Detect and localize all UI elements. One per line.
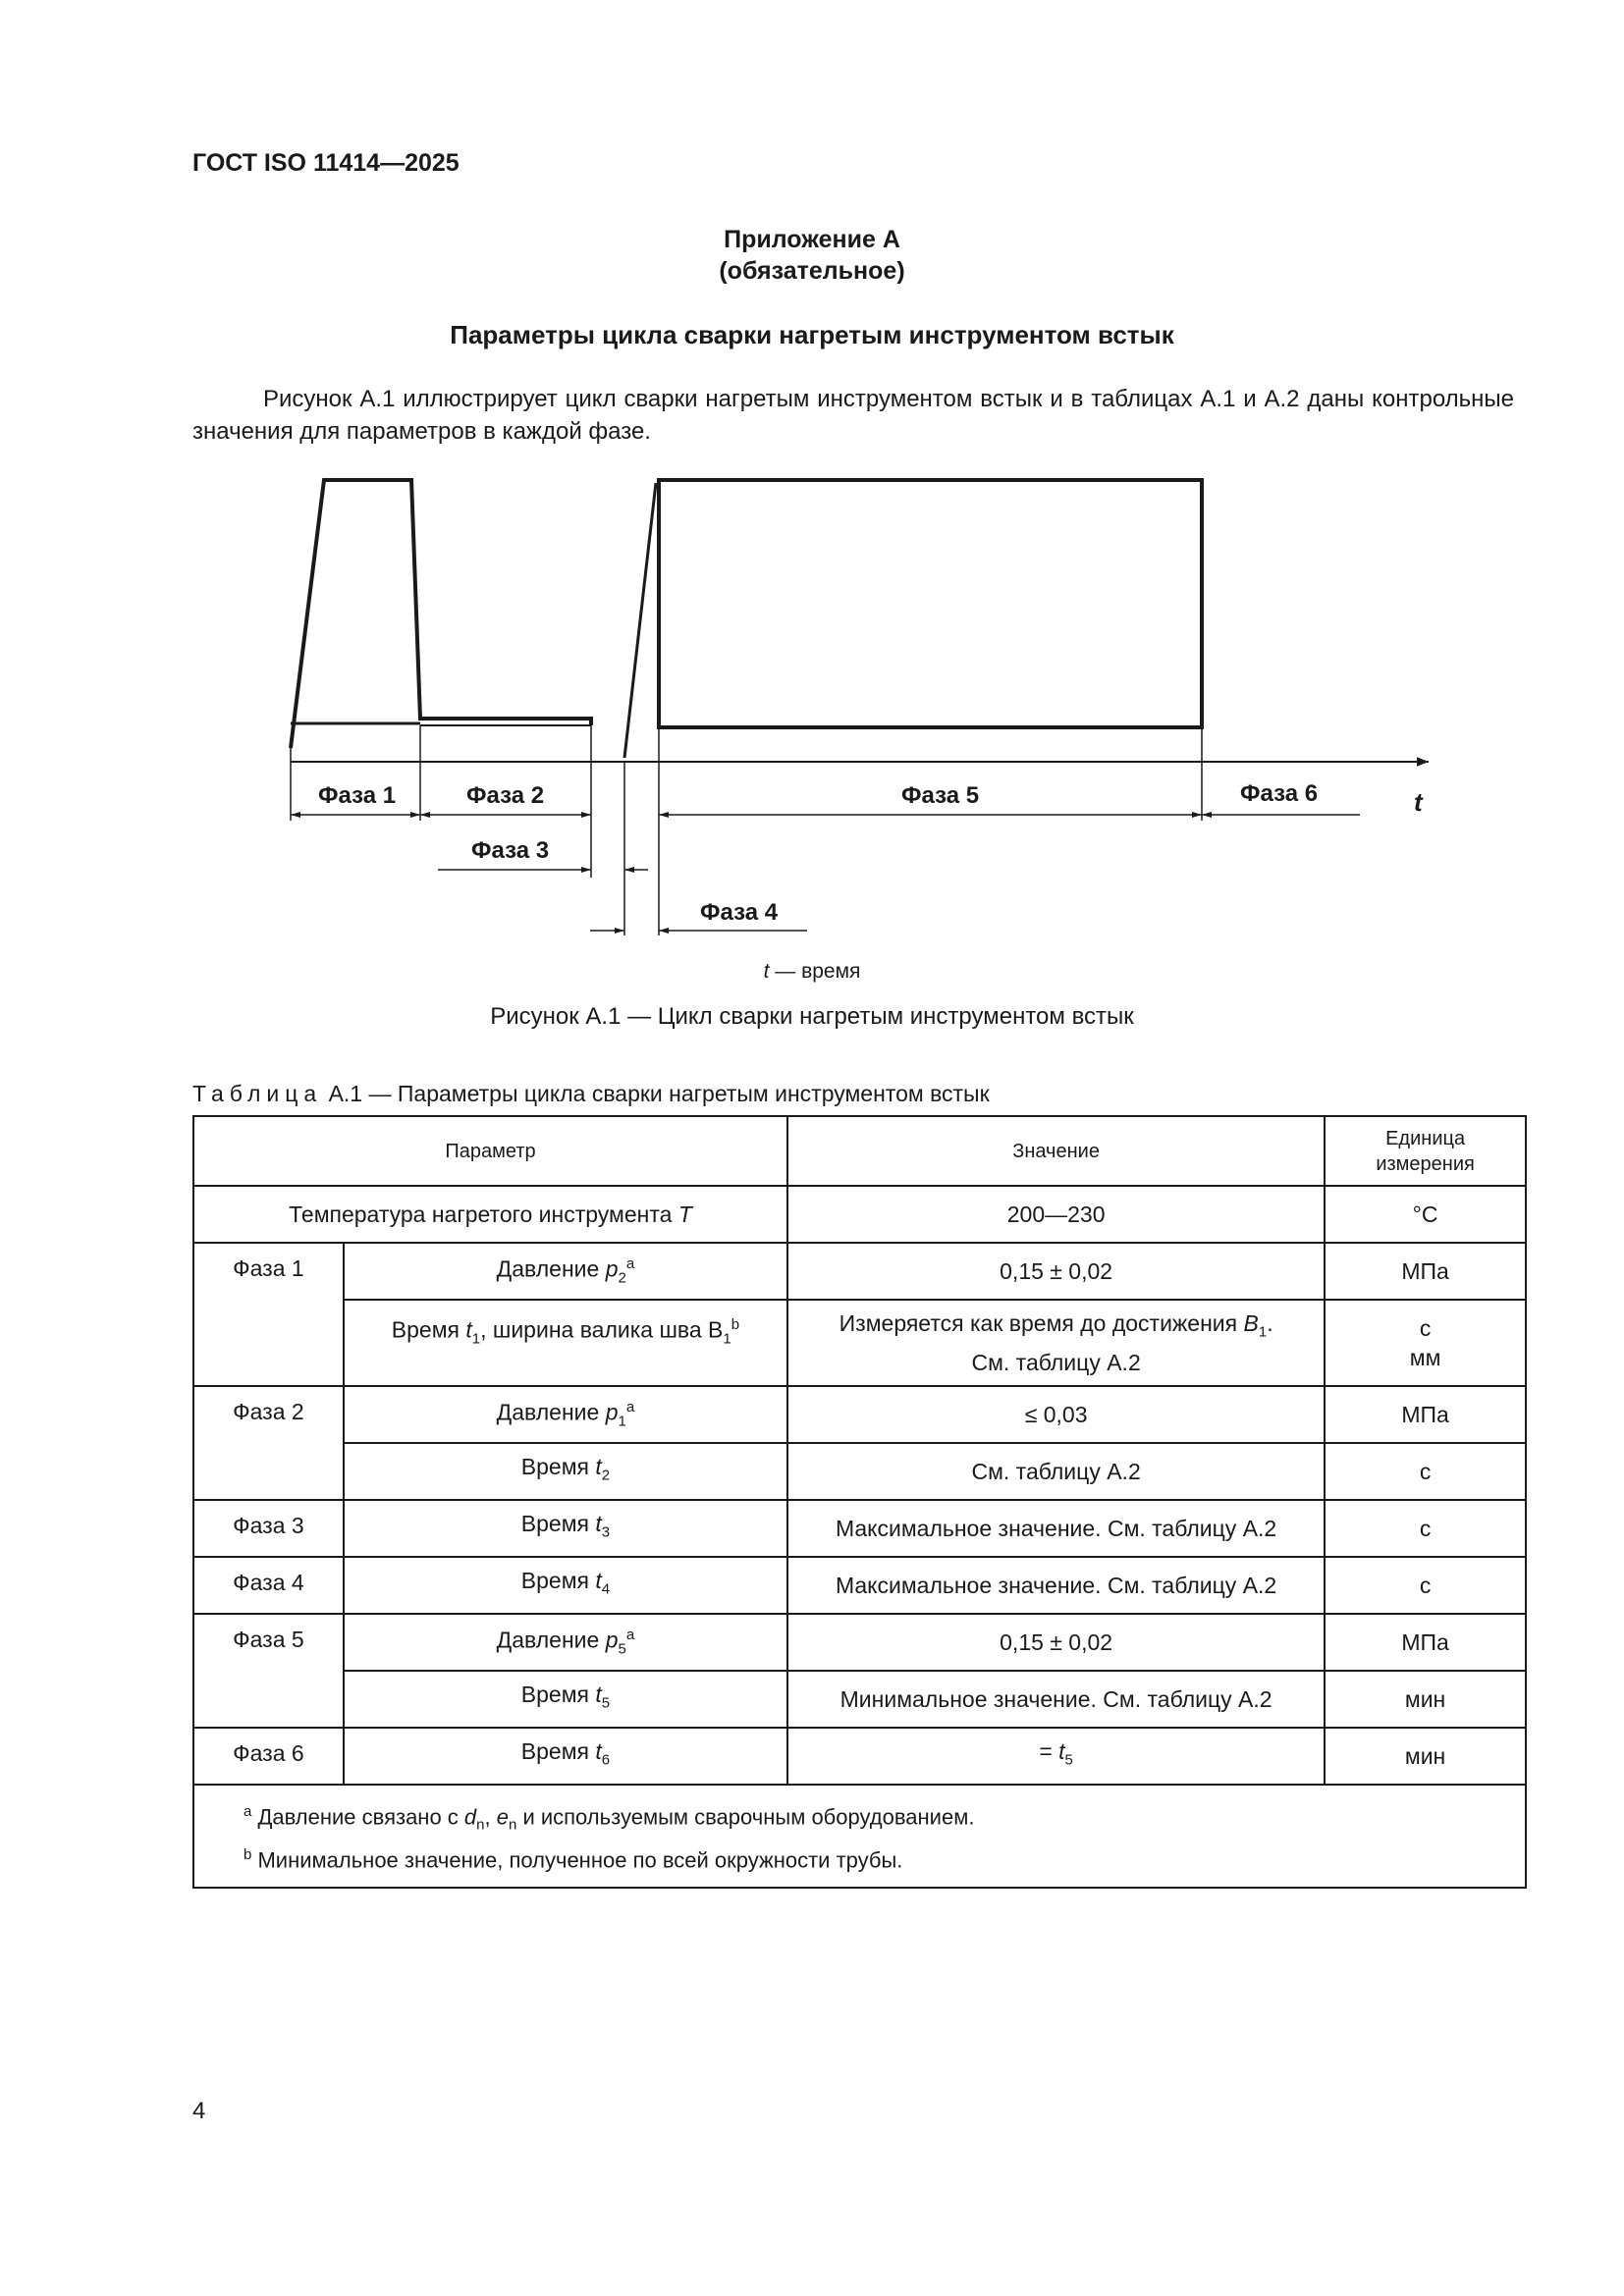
table-row	[193, 1386, 1526, 1443]
phase1-label-cell: Фаза 1	[193, 1243, 344, 1386]
document-code: ГОСТ ISO 11414—2025	[192, 149, 460, 177]
annex-kind: (обязательное)	[719, 257, 905, 285]
phase3-label-cell: Фаза 3	[193, 1500, 344, 1557]
temp-param-cell	[193, 1186, 787, 1243]
intro-paragraph: Рисунок А.1 иллюстрирует цикл сварки нагретым инструментом встык и в таблицах А.1 и А.2 даны контрольные значения для параметров в каждой фазе.	[192, 386, 1514, 445]
phase5-pressure-param: Давление $p_5^a$	[344, 1614, 787, 1671]
temp-symbol: T	[677, 1201, 692, 1227]
table-title-text: А.1 — Параметры цикла сварки нагретым инструментом встык	[322, 1081, 990, 1106]
phase6-value: = $t_5$	[787, 1728, 1325, 1785]
note-b: $^b$ Минимальное значение, полученное по всей окружности трубы.	[244, 1845, 903, 1873]
phase5-label-cell: Фаза 5	[193, 1614, 344, 1728]
pressure-curve	[291, 480, 591, 748]
table-notes-row	[193, 1785, 1526, 1888]
note-a: $^a$ Давление связано с $d_n$, $e_n$ и используемым сварочным оборудованием.	[244, 1803, 975, 1834]
table-row	[193, 1614, 1526, 1671]
phase5-pressure-value: 0,15 ± 0,02	[787, 1614, 1325, 1671]
table-row	[193, 1671, 1526, 1728]
table-notes	[193, 1785, 1526, 1888]
phase1-pressure-param: Давление $p_2^a$	[344, 1243, 787, 1300]
phase1-time-unit: с мм	[1325, 1300, 1526, 1386]
table-title-word: Таблица	[192, 1081, 323, 1106]
phase4-label: Фаза 4	[700, 899, 779, 926]
time-axis-label: t	[1414, 787, 1423, 817]
phase2-time-unit: с	[1325, 1443, 1526, 1500]
phase3-label: Фаза 3	[471, 837, 550, 864]
phase6-unit: мин	[1325, 1728, 1526, 1785]
temp-value: 200—230	[787, 1186, 1325, 1243]
phase1-pressure-value: 0,15 ± 0,02	[787, 1243, 1325, 1300]
phase4-label-cell: Фаза 4	[193, 1557, 344, 1614]
phase1-label: Фаза 1	[318, 782, 397, 809]
parameters-table	[192, 1115, 1527, 1889]
phase1-pressure-unit: МПа	[1325, 1243, 1526, 1300]
phase2-label-cell: Фаза 2	[193, 1386, 344, 1500]
temp-param: Температура нагретого инструмента	[289, 1201, 673, 1227]
header-parameter: Параметр	[193, 1116, 787, 1186]
phase5-time-unit: мин	[1325, 1671, 1526, 1728]
phase4-value: Максимальное значение. См. таблицу А.2	[787, 1557, 1325, 1614]
phase4-unit: с	[1325, 1557, 1526, 1614]
phase2-pressure-value: ≤ 0,03	[787, 1386, 1325, 1443]
table-row	[193, 1300, 1526, 1386]
phase6-label-cell: Фаза 6	[193, 1728, 344, 1785]
phase3-unit: с	[1325, 1500, 1526, 1557]
table-row	[193, 1243, 1526, 1300]
phase2-pressure-unit: МПа	[1325, 1386, 1526, 1443]
phase2-time-param: Время $t_2$	[344, 1443, 787, 1500]
welding-cycle-diagram	[0, 0, 1624, 982]
header-unit: Единица измерения	[1325, 1116, 1526, 1186]
legend-symbol: t	[763, 960, 770, 983]
phase4-param: Время $t_4$	[344, 1557, 787, 1614]
legend-text: — время	[769, 960, 861, 983]
phase6-param: Время $t_6$	[344, 1728, 787, 1785]
section-title: Параметры цикла сварки нагретым инструментом встык	[450, 320, 1174, 349]
table-row	[193, 1500, 1526, 1557]
phase2-time-value: См. таблицу А.2	[787, 1443, 1325, 1500]
phase5-time-value: Минимальное значение. См. таблицу А.2	[787, 1671, 1325, 1728]
annex-title: Приложение А	[724, 226, 900, 253]
table-row	[193, 1728, 1526, 1785]
phase1-time-value: Измеряется как время до достижения $B_1$. См. таблицу А.2	[787, 1300, 1325, 1386]
figure-caption: Рисунок А.1 — Цикл сварки нагретым инструментом встык	[490, 1003, 1134, 1030]
phase5-time-param: Время $t_5$	[344, 1671, 787, 1728]
phase1-time-param: Время $t_1$, ширина валика шва $B_1^b$	[344, 1300, 787, 1386]
header-value: Значение	[787, 1116, 1325, 1186]
table-row	[193, 1186, 1526, 1243]
phase2-label: Фаза 2	[466, 782, 545, 809]
phase5-pressure-unit: МПа	[1325, 1614, 1526, 1671]
table-header-row	[193, 1116, 1526, 1186]
phase5-block	[659, 480, 1202, 727]
phase5-label: Фаза 5	[901, 782, 980, 809]
temp-unit: °C	[1325, 1186, 1526, 1243]
phase6-label: Фаза 6	[1240, 780, 1319, 807]
ramp-up-line	[624, 483, 656, 758]
table-title	[192, 1081, 990, 1107]
table-row	[193, 1443, 1526, 1500]
table-row	[193, 1557, 1526, 1614]
figure-legend	[0, 960, 1624, 984]
phase3-param: Время $t_3$	[344, 1500, 787, 1557]
page-number: 4	[192, 2098, 206, 2124]
phase2-pressure-param: Давление $p_1^a$	[344, 1386, 787, 1443]
phase3-value: Максимальное значение. См. таблицу А.2	[787, 1500, 1325, 1557]
